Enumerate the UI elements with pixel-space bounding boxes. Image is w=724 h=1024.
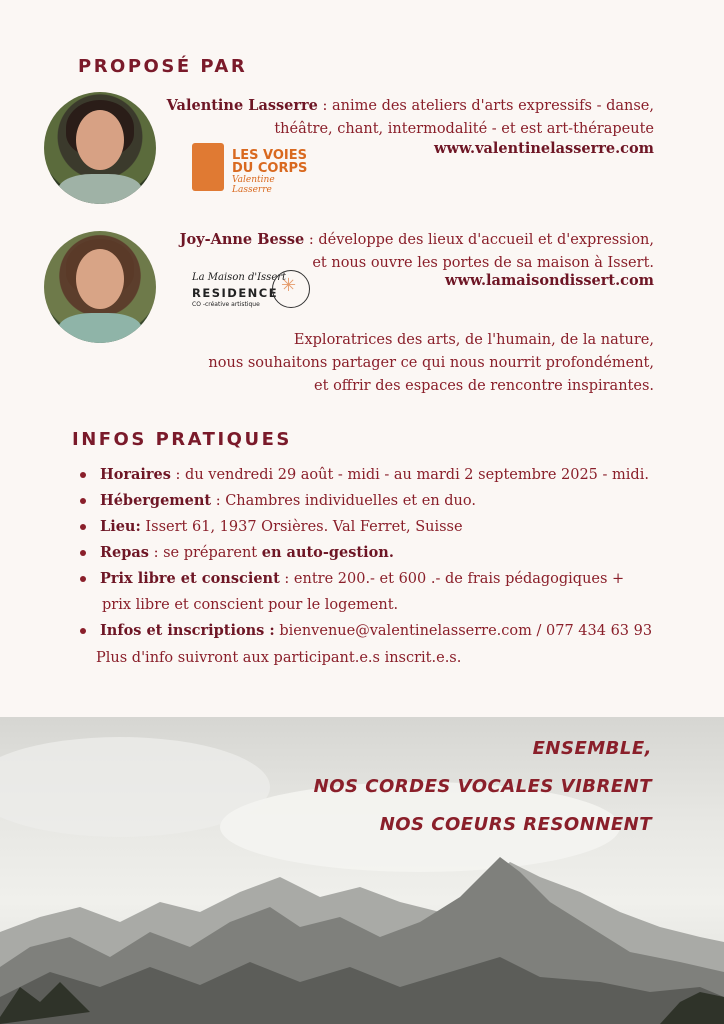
list-item: Repas : se préparent en auto-gestion. bbox=[76, 540, 676, 566]
tagline: Exploratrices des arts, de l'humain, de la nature, nous souhaitons partager ce qui nous nourrit profondément, et offrir des espaces de rencontre inspirantes. bbox=[208, 332, 654, 394]
list-item: Horaires : du vendredi 29 août - midi - au mardi 2 septembre 2025 - midi. bbox=[76, 462, 676, 488]
presenter-name: Joy-Anne Besse bbox=[179, 231, 305, 248]
contact-info[interactable]: bienvenue@valentinelasserre.com / 077 434 63 93 bbox=[274, 623, 653, 639]
slogan-line-3: NOS COEURS RESONNENT bbox=[379, 814, 652, 835]
mountain-illustration bbox=[0, 717, 724, 1024]
presenter-bio-joy-anne: Joy-Anne Besse : développe des lieux d'accueil et d'expression, et nous ouvre les portes de sa maison à Issert. bbox=[179, 231, 654, 271]
presenter-name: Valentine Lasserre bbox=[166, 97, 318, 114]
mountain-banner bbox=[0, 717, 724, 1024]
list-item-continuation: prix libre et conscient pour le logement. bbox=[102, 597, 399, 613]
star-icon bbox=[272, 270, 310, 308]
presenter-bio-valentine: Valentine Lasserre : anime des ateliers d'arts expressifs - danse, théâtre, chant, intermodalité - et est art-thérapeute bbox=[166, 97, 654, 137]
dancer-icon bbox=[192, 143, 224, 191]
presenter-photo-joy-anne bbox=[44, 231, 156, 343]
list-item: Prix libre et conscient : entre 200.- et 600 .- de frais pédagogiques + bbox=[76, 566, 676, 592]
slogan-line-1: ENSEMBLE, bbox=[532, 738, 652, 759]
heading-infos-pratiques: INFOS PRATIQUES bbox=[72, 429, 292, 450]
infos-list bbox=[76, 462, 676, 644]
logo-les-voies-du-corps: LES VOIES DU CORPS Valentine Lasserre bbox=[192, 143, 314, 193]
list-item: Infos et inscriptions : bienvenue@valentinelasserre.com / 077 434 63 93 bbox=[76, 618, 676, 644]
heading-propose-par: PROPOSÉ PAR bbox=[78, 56, 248, 77]
presenter-photo-valentine bbox=[44, 92, 156, 204]
slogan-line-2: NOS CORDES VOCALES VIBRENT bbox=[313, 776, 652, 797]
website-link-valentine[interactable]: www.valentinelasserre.com bbox=[434, 140, 654, 157]
website-link-joy-anne[interactable]: www.lamaisondissert.com bbox=[445, 272, 654, 289]
logo-maison-dissert: La Maison d'Issert RESIDENCE CO -créative artistique ✳ bbox=[192, 272, 316, 312]
list-item: Lieu: Issert 61, 1937 Orsières. Val Ferret, Suisse bbox=[76, 514, 676, 540]
list-item: Hébergement : Chambres individuelles et en duo. bbox=[76, 488, 676, 514]
extra-note: Plus d'info suivront aux participant.e.s inscrit.e.s. bbox=[96, 650, 462, 666]
